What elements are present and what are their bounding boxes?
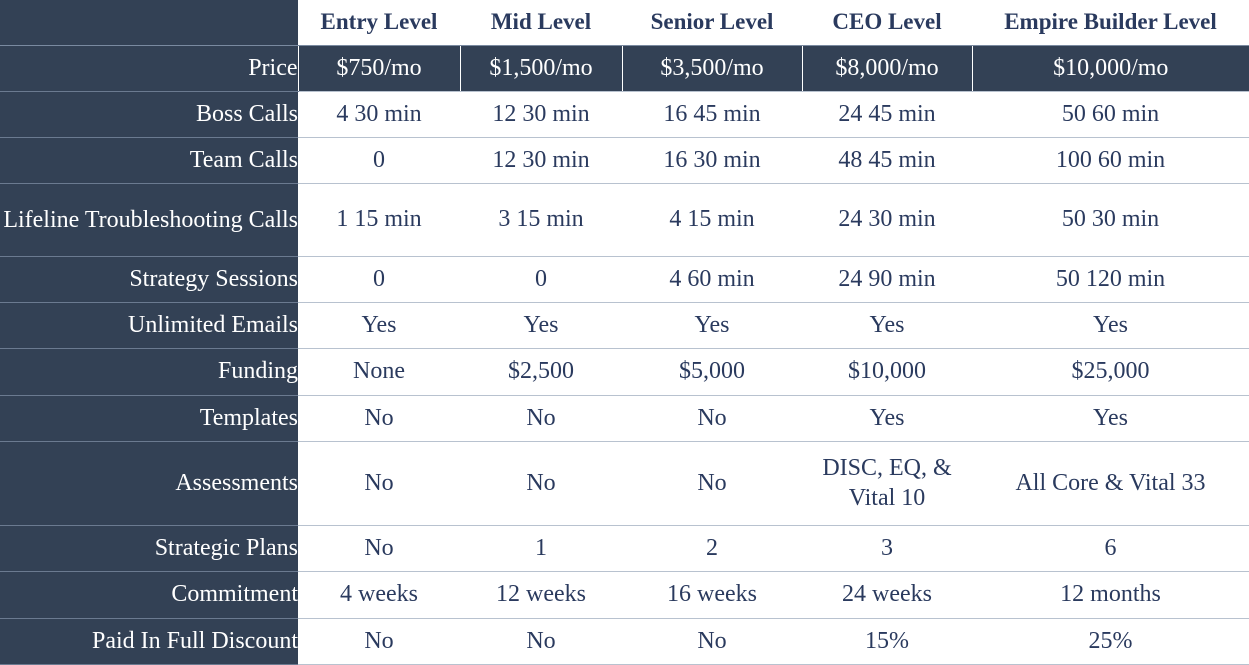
cell-ceo: $10,000: [802, 348, 972, 395]
cell-entry: No: [298, 441, 460, 525]
cell-ceo: DISC, EQ, & Vital 10: [802, 441, 972, 525]
row-label: Commitment: [0, 571, 298, 618]
row-label: Lifeline Troubleshooting Calls: [0, 183, 298, 256]
cell-empire-builder: 100 60 min: [972, 137, 1249, 183]
row-label: Boss Calls: [0, 91, 298, 137]
cell-senior: 2: [622, 525, 802, 571]
row-label: Team Calls: [0, 137, 298, 183]
cell-empire-builder: 6: [972, 525, 1249, 571]
row-assessments: [0, 441, 1249, 525]
cell-senior: $5,000: [622, 348, 802, 395]
cell-senior: No: [622, 441, 802, 525]
cell-ceo: Yes: [802, 395, 972, 441]
row-commitment: [0, 571, 1249, 618]
cell-entry: 4 30 min: [298, 91, 460, 137]
cell-entry: No: [298, 525, 460, 571]
cell-entry: Yes: [298, 302, 460, 348]
row-label: Assessments: [0, 441, 298, 525]
row-label: Funding: [0, 348, 298, 395]
row-label: Unlimited Emails: [0, 302, 298, 348]
cell-entry: 0: [298, 256, 460, 302]
cell-senior: 16 weeks: [622, 571, 802, 618]
cell-empire-builder: 25%: [972, 618, 1249, 664]
cell-senior: $3,500/mo: [622, 45, 802, 91]
row-paid-in-full-discount: [0, 618, 1249, 664]
row-label: Templates: [0, 395, 298, 441]
row-lifeline-troubleshooting-calls: [0, 183, 1249, 256]
column-header-entry: Entry Level: [298, 0, 460, 45]
cell-senior: 16 45 min: [622, 91, 802, 137]
column-header-mid: Mid Level: [460, 0, 622, 45]
cell-mid: 12 30 min: [460, 91, 622, 137]
row-label: Paid In Full Discount: [0, 618, 298, 664]
cell-senior: 4 60 min: [622, 256, 802, 302]
row-team-calls: [0, 137, 1249, 183]
header-row: [0, 0, 1249, 45]
cell-entry: $750/mo: [298, 45, 460, 91]
row-strategy-sessions: [0, 256, 1249, 302]
cell-entry: 0: [298, 137, 460, 183]
row-templates: [0, 395, 1249, 441]
cell-mid: No: [460, 395, 622, 441]
cell-empire-builder: Yes: [972, 302, 1249, 348]
cell-entry: No: [298, 618, 460, 664]
row-unlimited-emails: [0, 302, 1249, 348]
cell-senior: Yes: [622, 302, 802, 348]
cell-ceo: Yes: [802, 302, 972, 348]
column-header-ceo: CEO Level: [802, 0, 972, 45]
cell-mid: No: [460, 618, 622, 664]
cell-empire-builder: 50 60 min: [972, 91, 1249, 137]
cell-mid: 1: [460, 525, 622, 571]
cell-senior: No: [622, 395, 802, 441]
row-label: Strategy Sessions: [0, 256, 298, 302]
cell-senior: 4 15 min: [622, 183, 802, 256]
row-funding: [0, 348, 1249, 395]
header-corner: [0, 0, 298, 45]
cell-ceo: 15%: [802, 618, 972, 664]
cell-entry: None: [298, 348, 460, 395]
cell-ceo: 24 30 min: [802, 183, 972, 256]
cell-empire-builder: $10,000/mo: [972, 45, 1249, 91]
cell-mid: No: [460, 441, 622, 525]
cell-entry: No: [298, 395, 460, 441]
row-label: Price: [0, 45, 298, 91]
cell-empire-builder: 50 120 min: [972, 256, 1249, 302]
cell-ceo: 24 45 min: [802, 91, 972, 137]
cell-empire-builder: 12 months: [972, 571, 1249, 618]
column-header-senior: Senior Level: [622, 0, 802, 45]
row-price: [0, 45, 1249, 91]
row-label: Strategic Plans: [0, 525, 298, 571]
cell-mid: $1,500/mo: [460, 45, 622, 91]
cell-senior: 16 30 min: [622, 137, 802, 183]
cell-empire-builder: Yes: [972, 395, 1249, 441]
cell-mid: 12 30 min: [460, 137, 622, 183]
cell-mid: Yes: [460, 302, 622, 348]
cell-ceo: 3: [802, 525, 972, 571]
cell-mid: 12 weeks: [460, 571, 622, 618]
cell-entry: 4 weeks: [298, 571, 460, 618]
row-strategic-plans: [0, 525, 1249, 571]
row-boss-calls: [0, 91, 1249, 137]
cell-empire-builder: $25,000: [972, 348, 1249, 395]
cell-empire-builder: 50 30 min: [972, 183, 1249, 256]
cell-mid: $2,500: [460, 348, 622, 395]
cell-mid: 0: [460, 256, 622, 302]
cell-empire-builder: All Core & Vital 33: [972, 441, 1249, 525]
cell-entry: 1 15 min: [298, 183, 460, 256]
cell-senior: No: [622, 618, 802, 664]
column-header-empire-builder: Empire Builder Level: [972, 0, 1249, 45]
cell-ceo: $8,000/mo: [802, 45, 972, 91]
cell-ceo: 24 90 min: [802, 256, 972, 302]
cell-mid: 3 15 min: [460, 183, 622, 256]
cell-ceo: 48 45 min: [802, 137, 972, 183]
cell-ceo: 24 weeks: [802, 571, 972, 618]
